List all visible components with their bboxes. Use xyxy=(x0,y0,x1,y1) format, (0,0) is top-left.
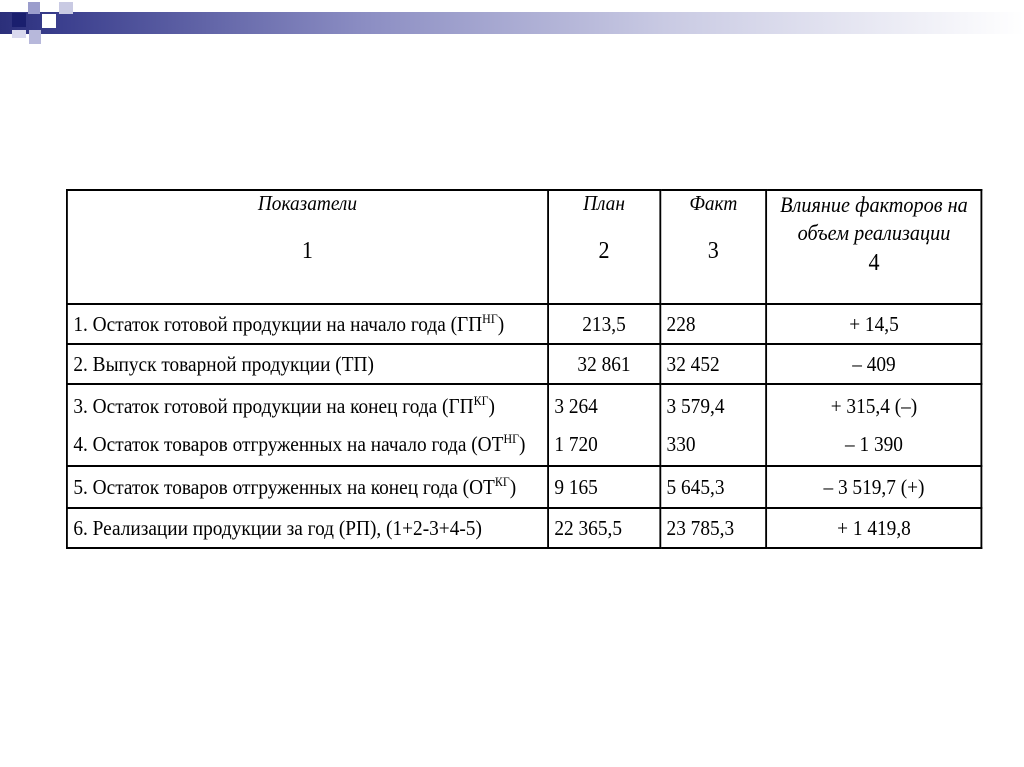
indicator-cell xyxy=(67,344,548,384)
indicator-cell xyxy=(67,304,548,344)
fact-cell: 228 xyxy=(660,304,766,344)
table-header-row xyxy=(67,190,981,304)
slide-header-band xyxy=(0,12,1024,34)
influence-cell xyxy=(767,384,982,466)
indicator-cell xyxy=(67,466,548,508)
header-number: 2 xyxy=(598,238,610,264)
header-number: 4 xyxy=(868,250,880,276)
header-number: 3 xyxy=(707,238,719,264)
indicator-line xyxy=(73,425,541,463)
header-label: Факт xyxy=(689,191,738,215)
indicator-superscript: КГ xyxy=(473,393,489,408)
fact-cell xyxy=(660,384,766,466)
fact-cell: 5 645,3 xyxy=(660,466,766,508)
influence-cell: + 1 419,8 xyxy=(767,508,982,548)
decor-square xyxy=(42,14,56,28)
fact-cell: 23 785,3 xyxy=(660,508,766,548)
decor-square xyxy=(12,30,26,38)
header-label: План xyxy=(583,191,625,215)
indicator-tail: ) xyxy=(518,432,526,456)
table-row xyxy=(67,304,981,344)
indicator-tail: ) xyxy=(488,394,495,418)
indicator-superscript: НГ xyxy=(503,431,519,446)
decor-square xyxy=(29,30,41,44)
table-row xyxy=(67,508,981,548)
indicator-text: 5. Остаток товаров отгруженных на конец года (ОТ xyxy=(73,474,495,499)
indicator-cell xyxy=(67,508,548,548)
header-label: Влияние факторов на объем реализации xyxy=(780,192,968,245)
indicator-text: 6. Реализации продукции за год (РП), (1+2-3+4-5) xyxy=(73,515,482,540)
indicator-line xyxy=(73,387,541,425)
fact-cell: 32 452 xyxy=(660,344,766,384)
header-indicators xyxy=(67,190,548,304)
plan-cell: 22 365,5 xyxy=(548,508,660,548)
influence-cell: + 14,5 xyxy=(767,304,982,344)
decor-square xyxy=(59,2,73,14)
plan-cell: 32 861 xyxy=(548,344,660,384)
indicator-text: 1. Остаток готовой продукции на начало года (ГП xyxy=(73,311,483,336)
indicator-tail: ) xyxy=(497,311,505,336)
plan-value: 1 720 xyxy=(554,432,598,456)
table-row xyxy=(67,466,981,508)
influence-value: – 1 390 xyxy=(844,432,903,456)
sales-factor-table xyxy=(66,189,982,549)
indicator-tail: ) xyxy=(509,474,517,499)
influence-value: + 315,4 (–) xyxy=(830,394,918,418)
indicator-text: 4. Остаток товаров отгруженных на начало года (ОТ xyxy=(73,432,504,456)
plan-value: 3 264 xyxy=(554,394,598,418)
header-plan xyxy=(548,190,660,304)
header-fact xyxy=(660,190,766,304)
indicator-cell xyxy=(67,384,548,466)
table-row xyxy=(67,384,981,466)
influence-cell: – 3 519,7 (+) xyxy=(767,466,982,508)
indicator-text: 2. Выпуск товарной продукции (ТП) xyxy=(73,351,374,376)
plan-cell: 9 165 xyxy=(548,466,660,508)
influence-cell: – 409 xyxy=(767,344,982,384)
decor-square xyxy=(12,13,26,27)
header-number: 1 xyxy=(301,238,313,264)
table-row xyxy=(67,344,981,384)
header-label: Показатели xyxy=(257,191,357,215)
indicator-superscript: КГ xyxy=(494,473,510,489)
indicator-text: 3. Остаток готовой продукции на конец года (ГП xyxy=(73,394,474,418)
plan-cell xyxy=(548,384,660,466)
fact-value: 330 xyxy=(666,432,696,456)
indicator-superscript: НГ xyxy=(482,310,498,326)
fact-value: 3 579,4 xyxy=(666,394,725,418)
plan-cell: 213,5 xyxy=(548,304,660,344)
header-influence xyxy=(767,190,982,304)
decor-square xyxy=(28,2,40,14)
